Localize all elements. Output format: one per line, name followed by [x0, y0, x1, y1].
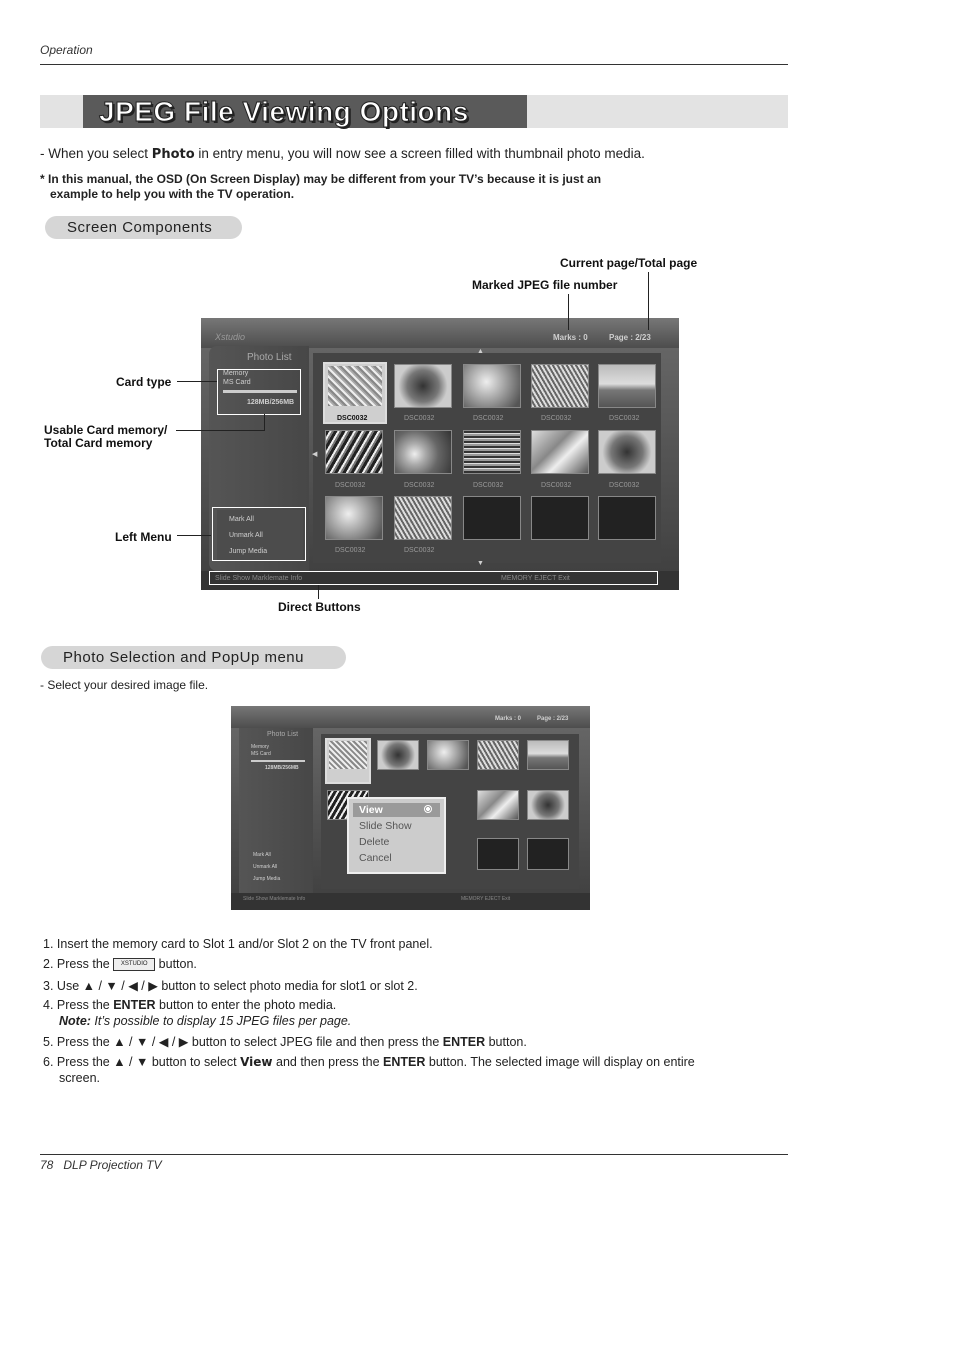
- step-number: 6.: [43, 1055, 54, 1069]
- thumbnail[interactable]: [325, 496, 383, 540]
- screen2-menu-jump-media[interactable]: Jump Media: [253, 876, 281, 882]
- footer-text: 78 DLP Projection TV: [40, 1158, 162, 1172]
- screen-marks: Marks : 0: [553, 333, 588, 342]
- step-bold: ENTER: [442, 1035, 486, 1049]
- screen2-title: Photo List: [267, 731, 299, 738]
- callout-line: [648, 272, 649, 330]
- label-left-menu: Left Menu: [115, 530, 172, 544]
- callout-line: [568, 294, 569, 330]
- thumbnail-empty: [598, 496, 656, 540]
- thumbnail-caption: DSC0032: [404, 415, 435, 422]
- thumbnail[interactable]: [477, 740, 519, 770]
- step-number: 3.: [43, 979, 54, 993]
- screen2-card-line2: MS Card: [251, 751, 271, 757]
- step-text: and then press the: [272, 1055, 384, 1069]
- callout-line: [318, 585, 319, 599]
- thumbnail[interactable]: [377, 740, 419, 770]
- step-1: [43, 937, 433, 951]
- page-title: JPEG File Viewing Options: [99, 96, 469, 127]
- thumbnail[interactable]: [531, 364, 589, 408]
- step-number: 4.: [43, 998, 54, 1012]
- thumbnail-caption: DSC0032: [473, 482, 504, 489]
- step-text: Press the: [56, 957, 114, 971]
- step-text: Insert the memory card to Slot 1 and/or Slot 2 on the TV front panel.: [56, 937, 433, 951]
- direct-buttons-right[interactable]: MEMORY EJECT Exit: [501, 575, 570, 582]
- callout-line: [264, 414, 265, 431]
- screen2-menu-mark-all[interactable]: Mark All: [253, 852, 271, 858]
- thumbnail[interactable]: [394, 496, 452, 540]
- step-6-line2: screen.: [59, 1071, 100, 1085]
- screen2-menu-unmark-all[interactable]: Unmark All: [253, 864, 278, 870]
- step-text: button.: [155, 957, 197, 971]
- step-6: [43, 1055, 695, 1069]
- step-number: 5.: [43, 1035, 54, 1049]
- thumbnail[interactable]: [463, 430, 521, 474]
- intro-text: [40, 146, 645, 162]
- footer-rule: [40, 1154, 788, 1155]
- label-usable-memory-1: Usable Card memory/: [44, 423, 168, 437]
- callout-line: [176, 430, 264, 431]
- thumbnail[interactable]: [325, 430, 383, 474]
- thumbnail-caption: DSC0032: [404, 547, 435, 554]
- intro-bold: Photo: [151, 147, 195, 162]
- thumbnail-caption: DSC0032: [404, 482, 435, 489]
- note-line-1: * In this manual, the OSD (On Screen Display) may be different from your TV’s because it is just an: [40, 172, 602, 186]
- step-5: [43, 1034, 527, 1049]
- thumbnail-caption: DSC0032: [335, 482, 366, 489]
- label-direct-buttons: Direct Buttons: [278, 600, 361, 614]
- note-line-2: example to help you with the TV operation.: [50, 187, 295, 201]
- thumbnail[interactable]: [477, 790, 519, 820]
- note-label: Note:: [59, 1014, 91, 1028]
- screen2-bottom-right[interactable]: MEMORY EJECT Exit: [461, 896, 511, 902]
- callout-line: [177, 381, 217, 382]
- step-text: Press the: [56, 998, 114, 1012]
- popup-view[interactable]: View: [359, 804, 383, 816]
- label-card-type: Card type: [116, 375, 172, 389]
- popup-slide-show[interactable]: Slide Show: [359, 820, 412, 832]
- thumbnail[interactable]: [531, 430, 589, 474]
- step-text: button to enter the photo media.: [155, 998, 337, 1012]
- thumbnail-caption: DSC0032: [609, 482, 640, 489]
- intro-post: in entry menu, you will now see a screen filled with thumbnail photo media.: [194, 146, 645, 161]
- scroll-down-icon: ▼: [477, 560, 484, 567]
- thumbnail-caption: DSC0032: [337, 415, 368, 422]
- step-2: [43, 957, 197, 971]
- screen2-card-line1: Memory: [251, 744, 270, 750]
- screen-memory: 128MB/256MB: [247, 399, 295, 406]
- photo-selection-desc: - Select your desired image file.: [40, 678, 209, 692]
- thumbnail-caption: DSC0032: [335, 547, 366, 554]
- thumbnail[interactable]: [394, 430, 452, 474]
- thumbnail[interactable]: [527, 740, 569, 770]
- thumbnail[interactable]: [598, 364, 656, 408]
- thumbnail[interactable]: [427, 740, 469, 770]
- callout-direct-buttons-box: [209, 571, 658, 585]
- screen2-marks: Marks : 0: [495, 716, 522, 722]
- screen-page: Page : 2/23: [609, 333, 651, 342]
- step-number: 1.: [43, 937, 54, 951]
- screen-photo-list-title: Photo List: [247, 352, 292, 363]
- intro-pre: - When you select: [40, 146, 152, 161]
- thumbnail[interactable]: [598, 430, 656, 474]
- left-menu-mark-all[interactable]: Mark All: [229, 516, 254, 523]
- thumbnail-image: [329, 741, 367, 769]
- popup-delete[interactable]: Delete: [359, 836, 390, 848]
- label-current-page: Current page/Total page: [560, 256, 698, 270]
- screen-components-heading: Screen Components: [45, 216, 242, 239]
- xstudio-button-icon: XSTUDIO: [113, 958, 155, 971]
- callout-card-type-box: [217, 369, 301, 415]
- thumbnail[interactable]: [463, 364, 521, 408]
- header-rule: [40, 64, 788, 65]
- scroll-up-icon: ▲: [477, 348, 484, 355]
- step-text: Use ▲ / ▼ / ◀ / ▶ button to select photo media for slot1 or slot 2.: [56, 979, 418, 993]
- thumbnail-image: [328, 366, 382, 406]
- screen-top-bar: [201, 318, 679, 348]
- thumbnail[interactable]: [394, 364, 452, 408]
- thumbnail[interactable]: [527, 790, 569, 820]
- screen-brand: Xstudio: [215, 332, 246, 342]
- screen2-page: Page : 2/23: [537, 716, 569, 722]
- step-4: [43, 998, 336, 1012]
- step-text: button. The selected image will display on entire: [425, 1055, 695, 1069]
- left-menu-unmark-all[interactable]: Unmark All: [229, 532, 263, 539]
- step-bold: ENTER: [383, 1055, 426, 1069]
- thumbnail-empty: [463, 496, 521, 540]
- thumbnail-caption: DSC0032: [473, 415, 504, 422]
- header-section: Operation: [40, 43, 93, 57]
- step-bold: View: [240, 1055, 273, 1069]
- popup-cancel[interactable]: Cancel: [359, 852, 392, 864]
- screen-card-line1: Memory: [223, 370, 249, 377]
- note-text: It’s possible to display 15 JPEG files per page.: [90, 1014, 352, 1028]
- thumbnail-caption: DSC0032: [609, 415, 640, 422]
- label-usable-memory-2: Total Card memory: [44, 436, 153, 450]
- radio-selected-icon: [424, 805, 432, 813]
- photo-selection-heading: Photo Selection and PopUp menu: [41, 646, 346, 669]
- left-menu-jump-media[interactable]: Jump Media: [229, 548, 268, 555]
- label-marked-number: Marked JPEG file number: [472, 278, 618, 292]
- screen-card-line2: MS Card: [223, 379, 251, 386]
- direct-buttons-left[interactable]: Slide Show Marklemate Info: [215, 575, 303, 582]
- callout-left-menu-box: [212, 507, 306, 561]
- thumbnail-caption: DSC0032: [541, 415, 572, 422]
- screen2-bottom-left[interactable]: Slide Show Marklemate Info: [243, 896, 306, 902]
- photo-list-screen: [201, 318, 679, 590]
- step-text: Press the ▲ / ▼ button to select: [56, 1055, 241, 1069]
- thumbnail-empty: [527, 838, 569, 870]
- step-3: [43, 978, 418, 993]
- step-text: Press the ▲ / ▼ / ◀ / ▶ button to select JPEG file and then press the: [56, 1035, 443, 1049]
- step-bold: ENTER: [113, 998, 156, 1012]
- step-4-note: [59, 1014, 351, 1028]
- thumbnail-caption: DSC0032: [541, 482, 572, 489]
- popup-screen: [231, 706, 590, 910]
- callout-line: [177, 535, 211, 536]
- screen2-memory: 128MB/256MB: [265, 765, 299, 771]
- step-text: button.: [485, 1035, 527, 1049]
- thumbnail-empty: [477, 838, 519, 870]
- step-number: 2.: [43, 957, 54, 971]
- scroll-left-icon: ◀: [312, 451, 318, 458]
- screen2-memory-bar: [251, 760, 305, 762]
- thumbnail-empty: [531, 496, 589, 540]
